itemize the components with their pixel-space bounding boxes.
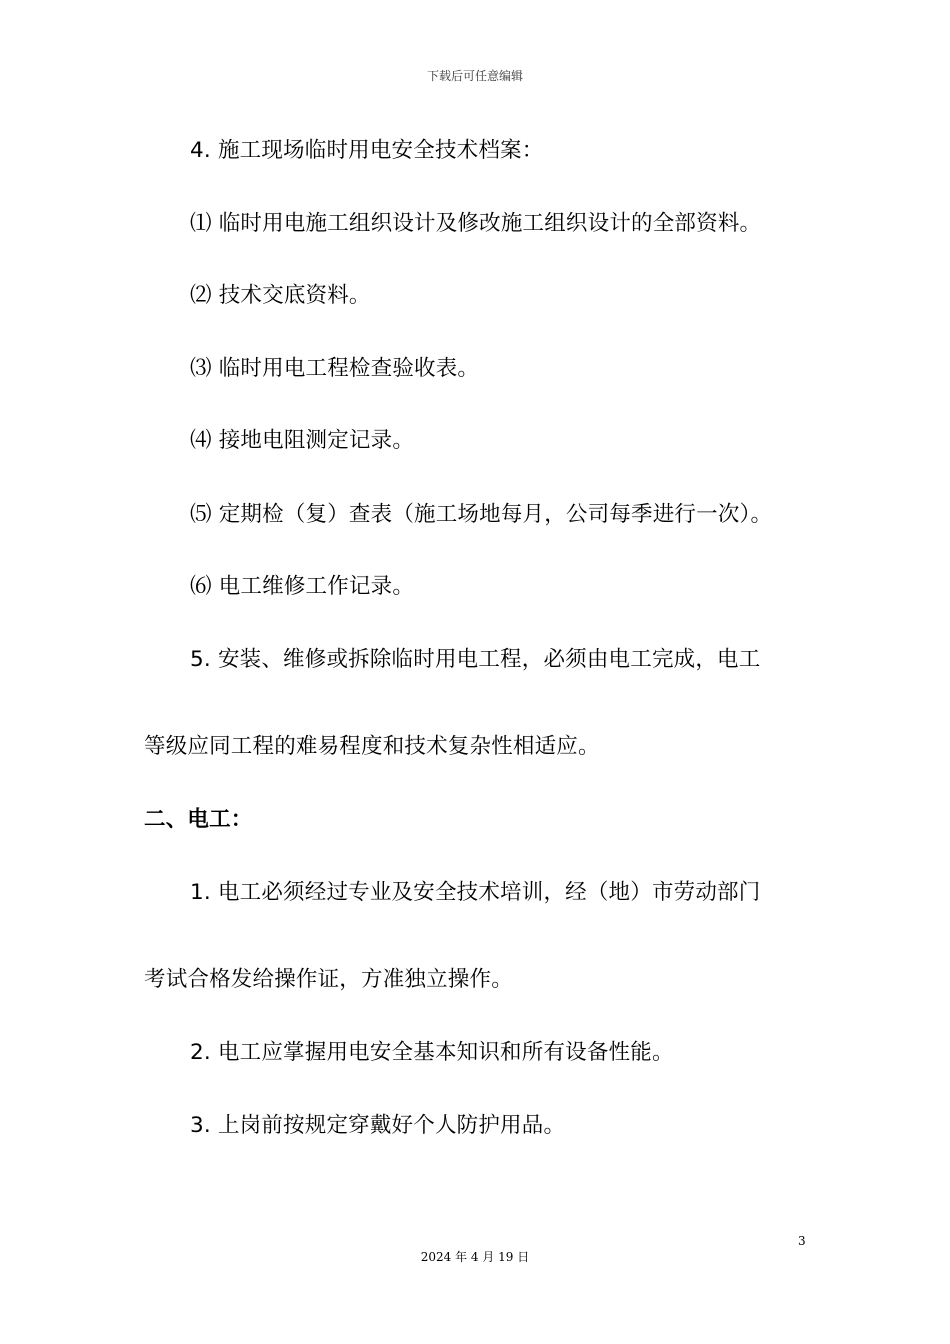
list-item: ⑵ 技术交底资料。 <box>190 283 371 308</box>
list-item: ⑷ 接地电阻测定记录。 <box>190 428 415 453</box>
paragraph-item-2: 2. 电工应掌握用电安全基本知识和所有设备性能。 <box>190 1040 674 1065</box>
page-header: 下载后可任意编辑 <box>426 69 523 83</box>
page-number: 3 <box>798 1234 806 1248</box>
list-item: ⑴ 临时用电施工组织设计及修改施工组织设计的全部资料。 <box>190 211 762 236</box>
paragraph-continuation: 考试合格发给操作证，方准独立操作。 <box>144 967 513 992</box>
footer-date: 2024 年 4 月 19 日 <box>420 1250 530 1264</box>
list-item: ⑸ 定期检（复）查表（施工场地每月，公司每季进行一次）。 <box>190 502 773 527</box>
paragraph-continuation: 等级应同工程的难易程度和技术复杂性相适应。 <box>144 734 600 759</box>
list-item: ⑹ 电工维修工作记录。 <box>190 574 415 599</box>
list-item: ⑶ 临时用电工程检查验收表。 <box>190 356 480 381</box>
paragraph-item-5: 5. 安装、维修或拆除临时用电工程，必须由电工完成，电工 <box>190 647 761 672</box>
paragraph-item-3: 3. 上岗前按规定穿戴好个人防护用品。 <box>190 1113 566 1138</box>
section-heading: 二、电工： <box>144 807 253 832</box>
paragraph-item-4: 4. 施工现场临时用电安全技术档案： <box>190 138 544 163</box>
paragraph-item-1: 1. 电工必须经过专业及安全技术培训，经（地）市劳动部门 <box>190 880 761 905</box>
